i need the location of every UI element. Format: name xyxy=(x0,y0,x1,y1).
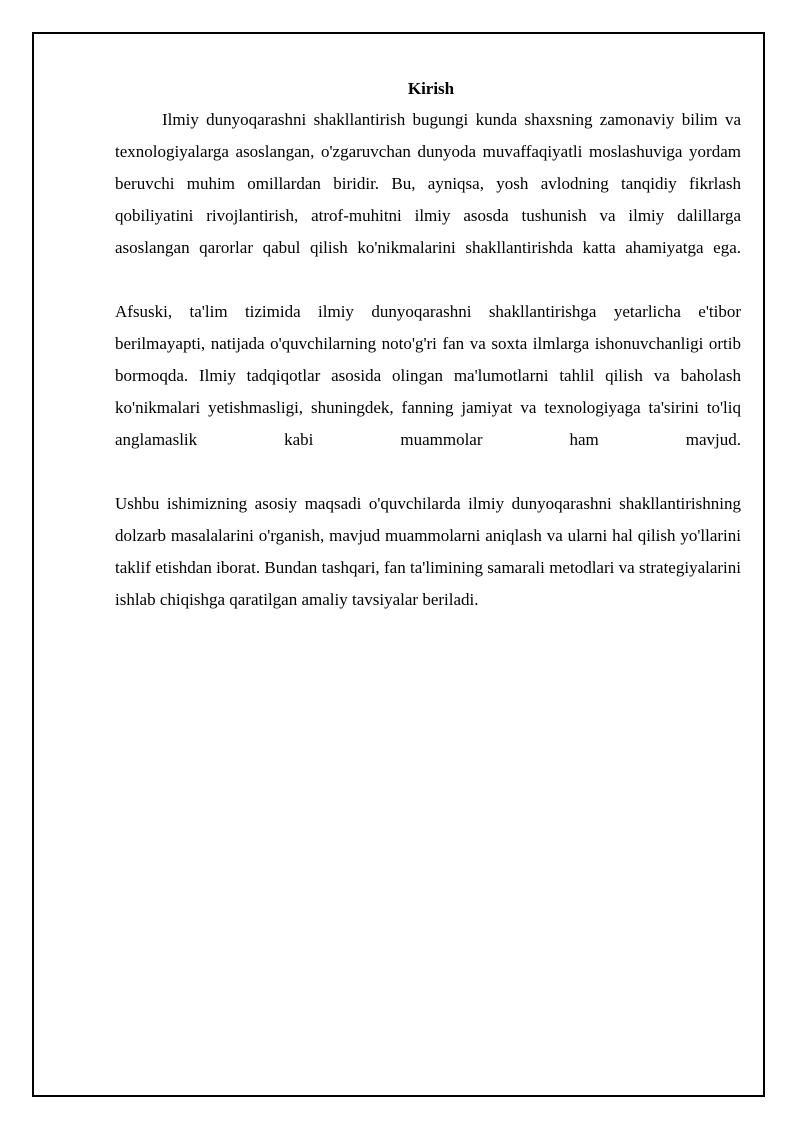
paragraph-goal: Ushbu ishimizning asosiy maqsadi o'quvchilarda ilmiy dunyoqarashni shakllantirishning dolzarb masalalarini o'rganish, mavjud muammolarni aniqlash va ularni hal qilish yo'llarini taklif etishdan iborat. Bundan tashqari, fan ta'limining samarali metodlari va strategiyalarini ishlab chiqishga qaratilgan amaliy tavsiyalar beriladi. xyxy=(115,494,741,609)
paragraph-problem: Afsuski, ta'lim tizimida ilmiy dunyoqarashni shakllantirishga yetarlicha e'tibor berilmayapti, natijada o'quvchilarning noto'g'ri fan va soxta ilmlarga ishonuvchanligi ortib bormoqda. Ilmiy tadqiqotlar asosida olingan ma'lumotlarni tahlil qilish va baholash ko'nikmalari yetishmasligi, shuningdek, fanning jamiyat va texnologiyaga ta'sirini to'liq anglamaslik kabi muammolar ham mavjud. xyxy=(115,302,741,449)
document-title: Kirish xyxy=(407,79,455,98)
paragraph-intro: Ilmiy dunyoqarashni shakllantirish bugungi kunda shaxsning zamonaviy bilim va texnologiyalarga asoslangan, o'zgaruvchan dunyoda muvaffaqiyatli moslashuviga yordam beruvchi muhim omillardan biridir. Bu, ayniqsa, yosh avlodning tanqidiy fikrlash qobiliyatini rivojlantirish, atrof-muhitni ilmiy asosda tushunish va ilmiy dalillarga asoslangan qarorlar qabul qilish ko'nikmalarini shakllantirishda katta ahamiyatga ega. xyxy=(115,110,741,257)
document-body xyxy=(115,74,741,616)
paragraph-spacer xyxy=(115,264,741,296)
paragraph-spacer xyxy=(115,456,741,488)
